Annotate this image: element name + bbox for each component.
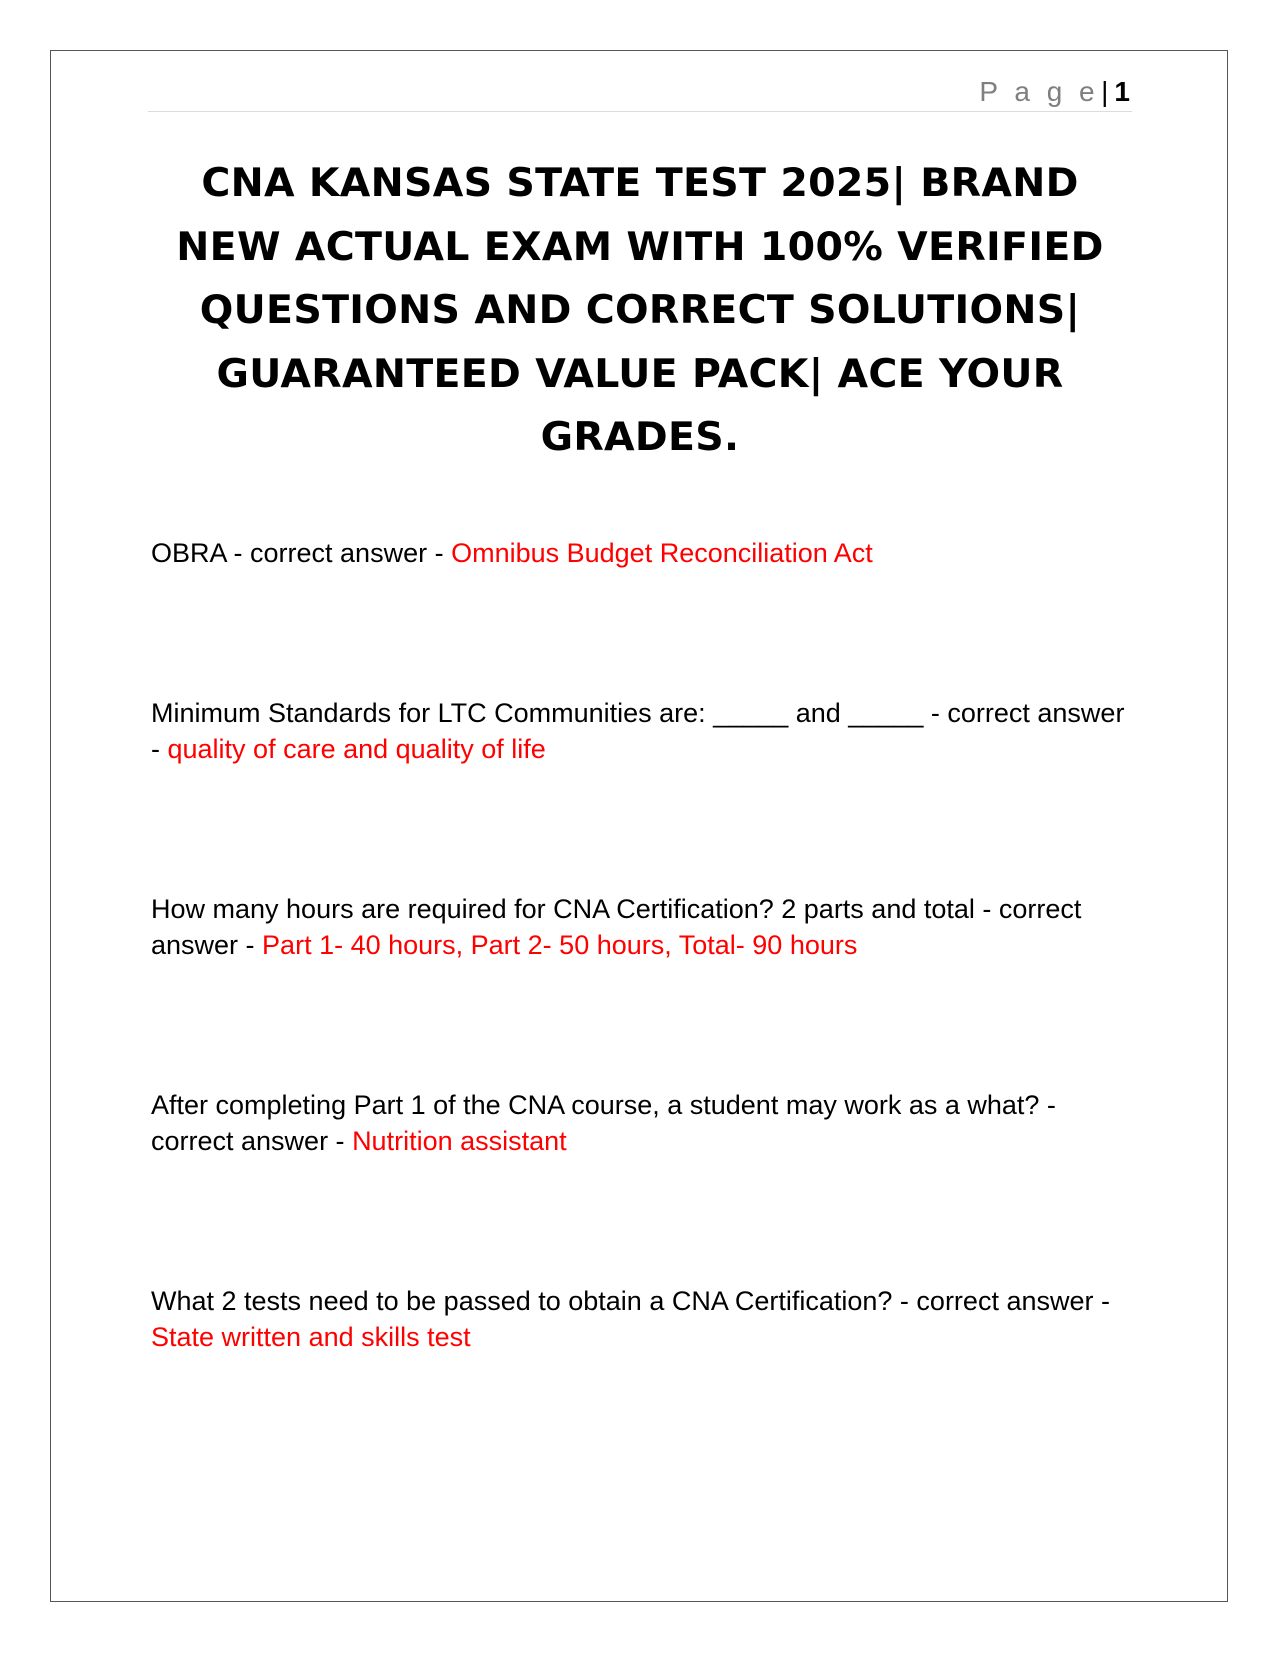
- qa-item: [151, 535, 1131, 571]
- qa-item: [151, 1087, 1131, 1159]
- question-text: How many hours are required for CNA Certification? 2 parts and total - correct answer -: [151, 894, 1082, 960]
- qa-item: [151, 695, 1131, 767]
- qa-item: [151, 891, 1131, 963]
- answer-text: Nutrition assistant: [352, 1126, 567, 1156]
- answer-text: Part 1- 40 hours, Part 2- 50 hours, Total- 90 hours: [262, 930, 858, 960]
- question-text: What 2 tests need to be passed to obtain a CNA Certification? - correct answer -: [151, 1286, 1110, 1316]
- page-number-label: [979, 76, 1132, 107]
- question-text: After completing Part 1 of the CNA course, a student may work as a what? - correct answer -: [151, 1090, 1056, 1156]
- page-number: 1: [1114, 76, 1130, 107]
- page-word: P a g e: [979, 76, 1100, 107]
- answer-text: Omnibus Budget Reconciliation Act: [451, 538, 873, 568]
- document-title: CNA KANSAS STATE TEST 2025| BRAND NEW ACTUAL EXAM WITH 100% VERIFIED QUESTIONS AND CORRECT SOLUTIONS| GUARANTEED VALUE PACK| ACE YOUR GRADES.: [176, 160, 1104, 460]
- qa-item: [151, 1283, 1131, 1355]
- question-text: Minimum Standards for LTC Communities are: _____ and _____ - correct answer -: [151, 698, 1125, 764]
- answer-text: State written and skills test: [151, 1322, 471, 1352]
- question-text: OBRA - correct answer -: [151, 538, 452, 568]
- answer-text: quality of care and quality of life: [167, 734, 546, 764]
- page-header: [148, 72, 1132, 112]
- page-separator: |: [1101, 76, 1109, 107]
